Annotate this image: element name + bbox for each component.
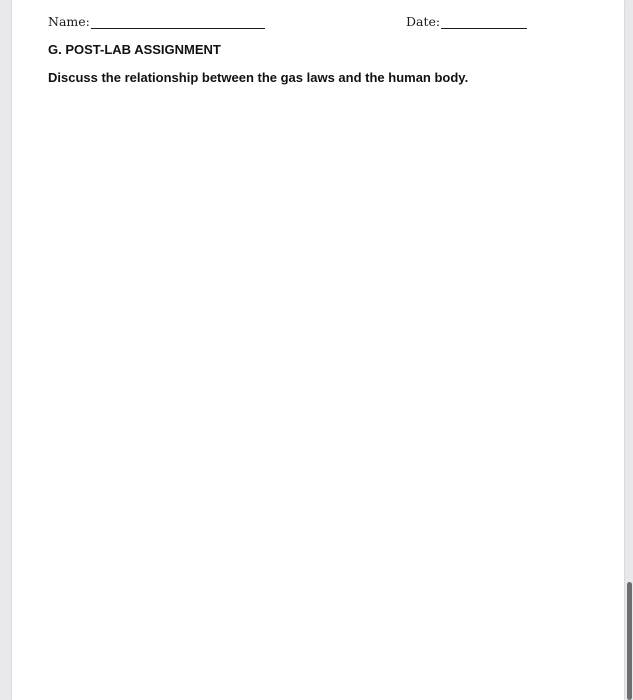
document-page	[12, 0, 624, 700]
name-label: Name:	[48, 14, 90, 29]
section-heading: G. POST-LAB ASSIGNMENT	[48, 42, 221, 57]
assignment-question: Discuss the relationship between the gas laws and the human body.	[48, 70, 469, 85]
date-label: Date:	[406, 14, 441, 29]
name-blank-line	[91, 15, 265, 29]
date-field	[406, 14, 527, 29]
name-field	[48, 14, 265, 29]
vertical-scrollbar[interactable]	[624, 0, 633, 700]
scrollbar-thumb[interactable]	[627, 582, 632, 700]
date-blank-line	[441, 15, 527, 29]
